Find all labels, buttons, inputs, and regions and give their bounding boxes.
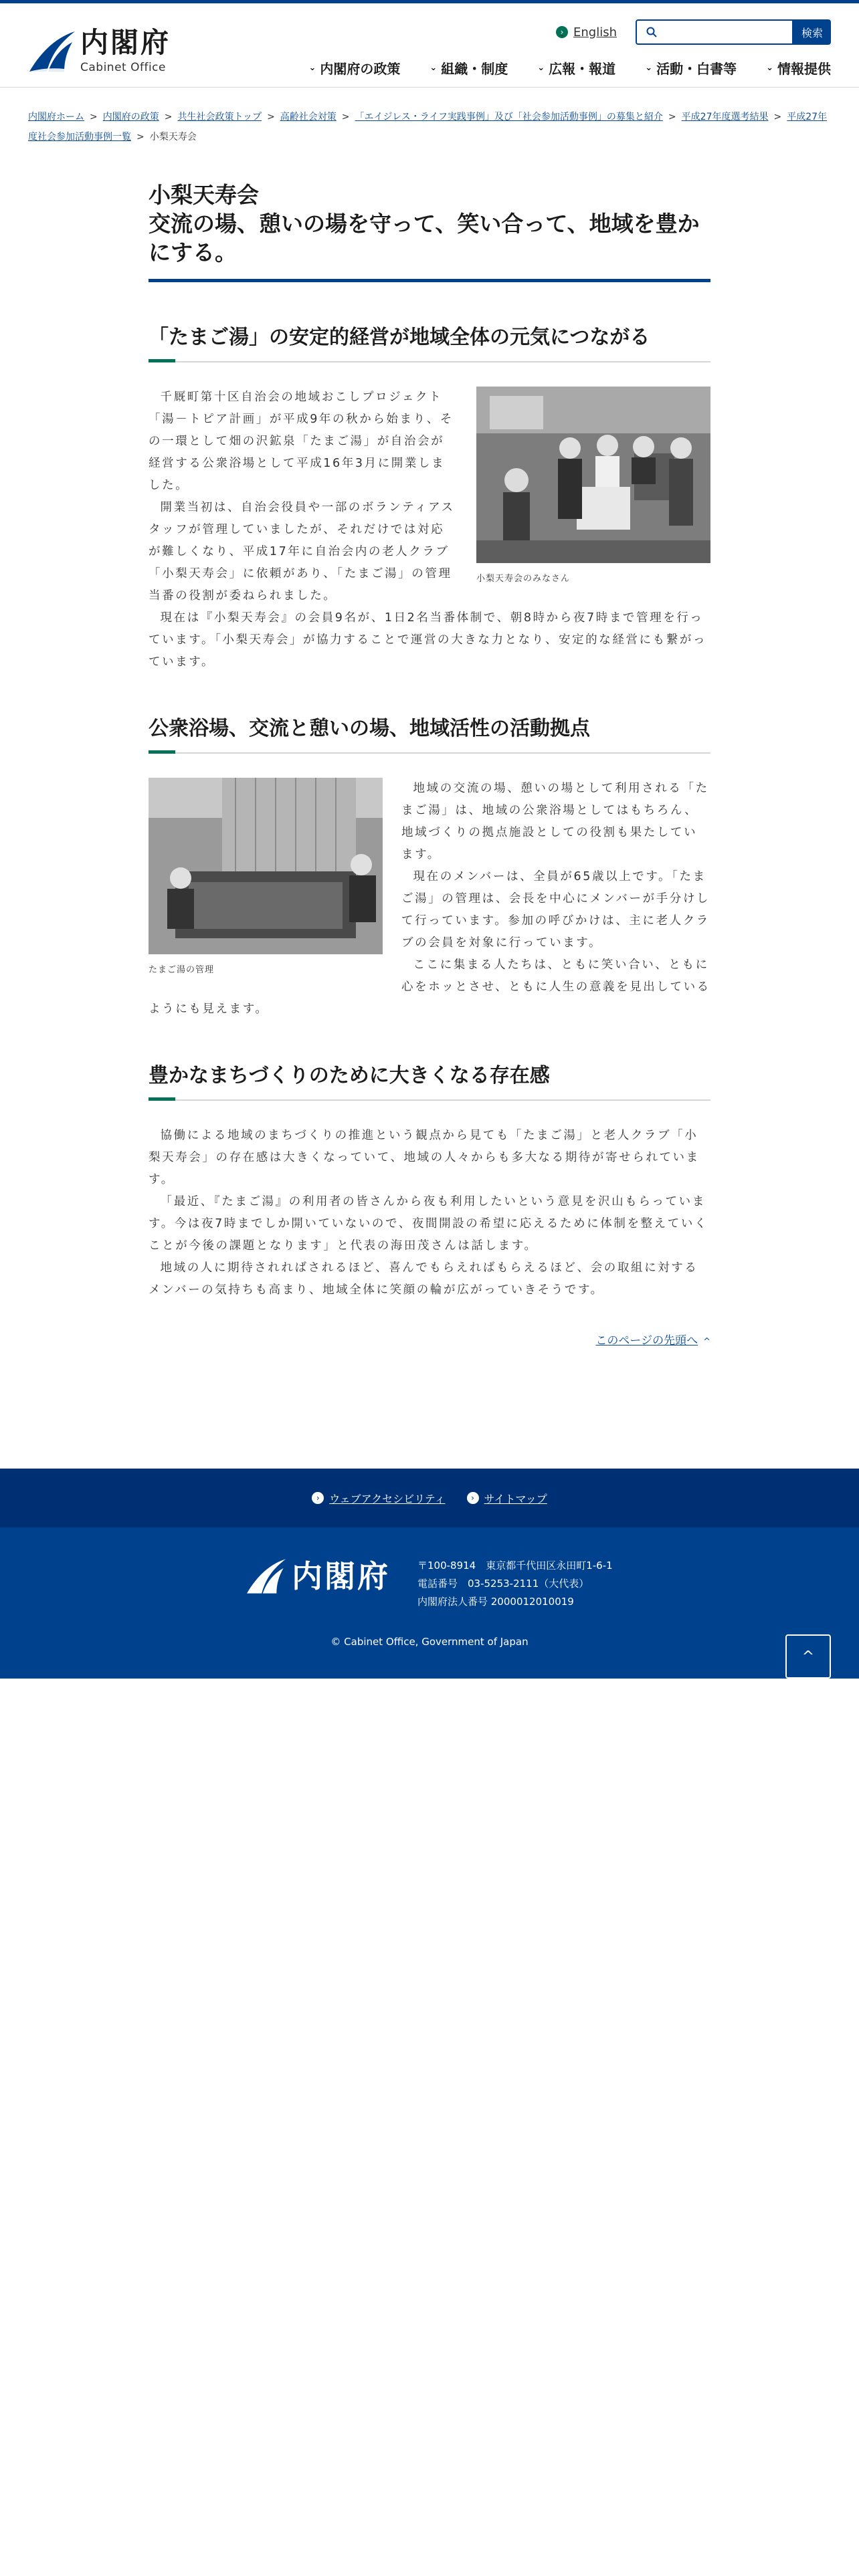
members-photo [476, 387, 710, 563]
sitemap-link[interactable] [467, 1491, 547, 1506]
chevron-up-icon: ^ [801, 1648, 815, 1665]
page-title [149, 181, 710, 282]
search-icon [646, 27, 657, 37]
section-heading: 「たまご湯」の安定的経営が地域全体の元気につながる [149, 324, 710, 362]
chevron-down-icon: ⌄ [537, 63, 545, 73]
gnav-item-activities[interactable] [645, 58, 737, 78]
photo-figure [476, 387, 710, 586]
gnav-item-information[interactable] [766, 58, 831, 78]
gnav-label: 活動・白書等 [656, 61, 737, 77]
gnav-label: 組織・制度 [441, 61, 508, 77]
main-content [149, 181, 710, 1348]
footer-link-label: サイトマップ [484, 1492, 547, 1505]
photo-caption: たまご湯の管理 [149, 965, 215, 975]
footer-links [0, 1469, 859, 1527]
chevron-right-icon: › [312, 1492, 324, 1504]
gnav-item-organization[interactable] [430, 58, 508, 78]
english-link-label: English [573, 25, 617, 39]
chevron-up-icon: ^ [703, 1337, 710, 1347]
gnav-item-policy[interactable] [308, 58, 400, 78]
paragraph: 現在は『小梨天寿会』の会員9名が、1日2名当番体制で、朝8時から夜7時まで管理を行っています。「小梨天寿会」が協力することで運営の大きな力となり、安定的な経営にも繋がっています。 [149, 611, 707, 669]
breadcrumb [28, 107, 831, 147]
accessibility-link[interactable] [312, 1491, 445, 1506]
page-title-line1: 小梨天寿会 [149, 182, 259, 208]
chevron-right-icon: › [556, 26, 568, 38]
chevron-right-icon: › [467, 1492, 479, 1504]
bath-photo-image [149, 778, 383, 954]
breadcrumb-separator: > [668, 112, 676, 122]
breadcrumb-link[interactable]: 共生社会政策トップ [177, 112, 262, 122]
breadcrumb-separator: > [164, 112, 173, 122]
paragraph: 地域の人に期待されればされるほど、喜んでもらえればもらえるほど、会の取組に対するメンバーの気持ちも高まり、地域全体に笑顔の輪が広がっていきそうです。 [149, 1261, 698, 1297]
section-town-development [149, 1062, 710, 1301]
breadcrumb-separator: > [136, 132, 145, 142]
cabinet-office-logo-icon [28, 29, 76, 74]
photo-caption: 小梨天寿会のみなさん [476, 574, 571, 584]
footer-link-label: ウェブアクセシビリティ [329, 1492, 446, 1505]
paragraph: 「最近、『たまご湯』の利用者の皆さんから夜も利用したいという意見を沢山もらっています。今は夜7時までしか開いていないので、夜間開設の希望に応えるために体制を整えていくことが今後の課題となります」と代表の海田茂さんは話します。 [149, 1195, 708, 1253]
breadcrumb-link[interactable]: 高齢社会対策 [280, 112, 337, 122]
back-to-top-button[interactable] [785, 1634, 831, 1679]
breadcrumb-link[interactable]: 内閣府の政策 [102, 112, 159, 122]
chevron-down-icon: ⌄ [308, 63, 316, 73]
bath-management-photo [149, 778, 383, 954]
paragraph: 現在のメンバーは、全員が65歳以上です。「たまご湯」の管理は、会長を中心にメンバーが手分けして行っています。参加の呼びかけは、主に老人クラブの会員を対象に行っています。 [401, 870, 710, 950]
breadcrumb-link[interactable]: 平成27年度社会参加活動事例一覧 [28, 112, 828, 142]
search-button[interactable]: 検索 [793, 19, 831, 45]
copyright: © Cabinet Office, Government of Japan [330, 1636, 529, 1648]
breadcrumb-separator: > [341, 112, 350, 122]
english-link[interactable] [556, 25, 617, 39]
gnav-item-press[interactable] [537, 58, 615, 78]
breadcrumb-separator: > [90, 112, 98, 122]
page-top-link[interactable]: このページの先頭へ [595, 1334, 698, 1348]
section-stable-management [149, 324, 710, 673]
footer-logo-title: 内閣府 [292, 1558, 390, 1594]
paragraph: 地域の交流の場、憩いの場として利用される「たまご湯」は、地域の公衆浴場としてはもちろん、地域づくりの拠点施設としての役割も果たしています。 [401, 782, 709, 861]
search-box [636, 19, 793, 45]
site-logo[interactable] [28, 26, 171, 74]
footer-logo [245, 1557, 390, 1596]
paragraph: 協働による地域のまちづくりの推進という観点から見ても「たまご湯」と老人クラブ「小梨天寿会」の存在感は大きくなっていて、地域の人々からも多大なる期待が寄せられています。 [149, 1129, 700, 1186]
breadcrumb-link[interactable]: 「エイジレス・ライフ実践事例」及び「社会参加活動事例」の募集と紹介 [355, 112, 663, 122]
section-heading: 公衆浴場、交流と憩いの場、地域活性の活動拠点 [149, 715, 710, 754]
breadcrumb-separator: > [773, 112, 782, 122]
gnav-label: 広報・報道 [549, 61, 616, 77]
phone-line: 電話番号 03-5253-2111（大代表） [417, 1578, 589, 1590]
gnav-label: 情報提供 [777, 61, 831, 77]
header-utility [556, 19, 831, 45]
cabinet-office-logo-icon [245, 1557, 288, 1596]
logo-title: 内閣府 [80, 26, 171, 59]
page-title-line2: 交流の場、憩いの場を守って、笑い合って、地域を豊かにする。 [149, 211, 700, 265]
site-header [0, 3, 859, 88]
corporate-number: 内閣府法人番号 2000012010019 [417, 1596, 574, 1608]
footer-address [417, 1557, 613, 1611]
section-heading: 豊かなまちづくりのために大きくなる存在感 [149, 1062, 710, 1101]
logo-subtitle: Cabinet Office [80, 61, 166, 74]
section-public-bath [149, 715, 710, 1021]
chevron-down-icon: ⌄ [430, 63, 438, 73]
gnav-label: 内閣府の政策 [320, 61, 401, 77]
members-photo-image [476, 387, 710, 563]
paragraph: ここに集まる人たちは、ともに笑い合い、ともに心をホッとさせ、ともに人生の意義を見出しているようにも見えます。 [149, 958, 710, 1016]
site-footer [0, 1527, 859, 1679]
breadcrumb-link[interactable]: 平成27年度選考結果 [681, 112, 769, 122]
photo-figure [149, 778, 383, 977]
chevron-down-icon: ⌄ [766, 63, 773, 73]
search-input[interactable] [662, 22, 792, 42]
paragraph: 開業当初は、自治会役員や一部のボランティアスタッフが管理していましたが、それだけでは対応が難しくなり、平成17年に自治会内の老人クラブ「小梨天寿会」に依頼があり、「たまご湯」の管理当番の役割が委ねられました。 [149, 501, 455, 603]
breadcrumb-link[interactable]: 内閣府ホーム [28, 112, 84, 122]
global-nav [279, 58, 831, 78]
chevron-down-icon: ⌄ [645, 63, 653, 73]
breadcrumb-current: 小梨天寿会 [149, 132, 197, 142]
address-line: 〒100-8914 東京都千代田区永田町1-6-1 [417, 1560, 613, 1572]
paragraph: 千厩町第十区自治会の地域おこしプロジェクト「湯－トピア計画」が平成9年の秋から始まり、その一環として畑の沢鉱泉「たまご湯」が自治会が経営する公衆浴場として平成16年3月に開業しました。 [149, 391, 454, 492]
page-top-link-row [149, 1331, 710, 1348]
breadcrumb-separator: > [267, 112, 275, 122]
